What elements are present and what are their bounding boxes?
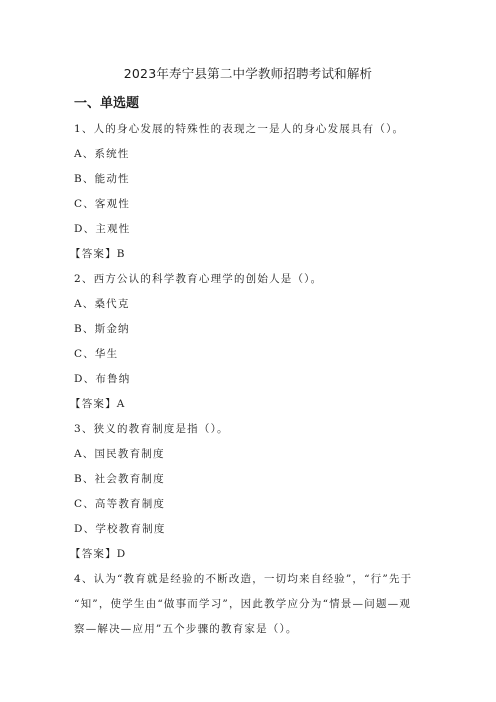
question-4-stem-line-1: 4、认为“教育就是经验的不断改造，一切均来自经验”，“行”先于 [74,573,413,585]
question-3-option-d: D、学校教育制度 [74,523,166,535]
question-2-option-c: C、华生 [74,348,119,360]
question-2-answer: 【答案】A [70,398,126,410]
question-4-stem-line-2: “知”，使学生由“做事而学习”，因此教学应分为“情景—问题—观 [74,598,412,610]
question-1-answer: 【答案】B [70,248,126,260]
question-3-answer: 【答案】D [70,548,127,560]
question-3-option-c: C、高等教育制度 [74,498,166,510]
question-3-option-b: B、社会教育制度 [74,473,165,485]
question-4-stem-line-3: 察—解决—应用”五个步骤的教育家是（）。 [74,623,298,635]
question-3-option-a: A、国民教育制度 [74,448,165,460]
question-2-stem: 2、西方公认的科学教育心理学的创始人是（）。 [74,273,323,285]
question-1-stem: 1、人的身心发展的特殊性的表现之一是人的身心发展具有（）。 [74,123,405,135]
question-2-option-b: B、斯金纳 [74,323,130,335]
document-title: 2023年寿宁县第二中学教师招聘考试和解析 [123,66,373,81]
question-3-stem: 3、狭义的教育制度是指（）。 [74,423,229,435]
question-1-option-b: B、能动性 [74,173,130,185]
question-1-option-c: C、客观性 [74,198,131,210]
question-1-option-a: A、系统性 [74,148,130,160]
question-2-option-d: D、布鲁纳 [74,373,131,385]
section-heading: 一、单选题 [74,96,140,111]
question-2-option-a: A、桑代克 [74,298,130,310]
question-1-option-d: D、主观性 [74,223,131,235]
